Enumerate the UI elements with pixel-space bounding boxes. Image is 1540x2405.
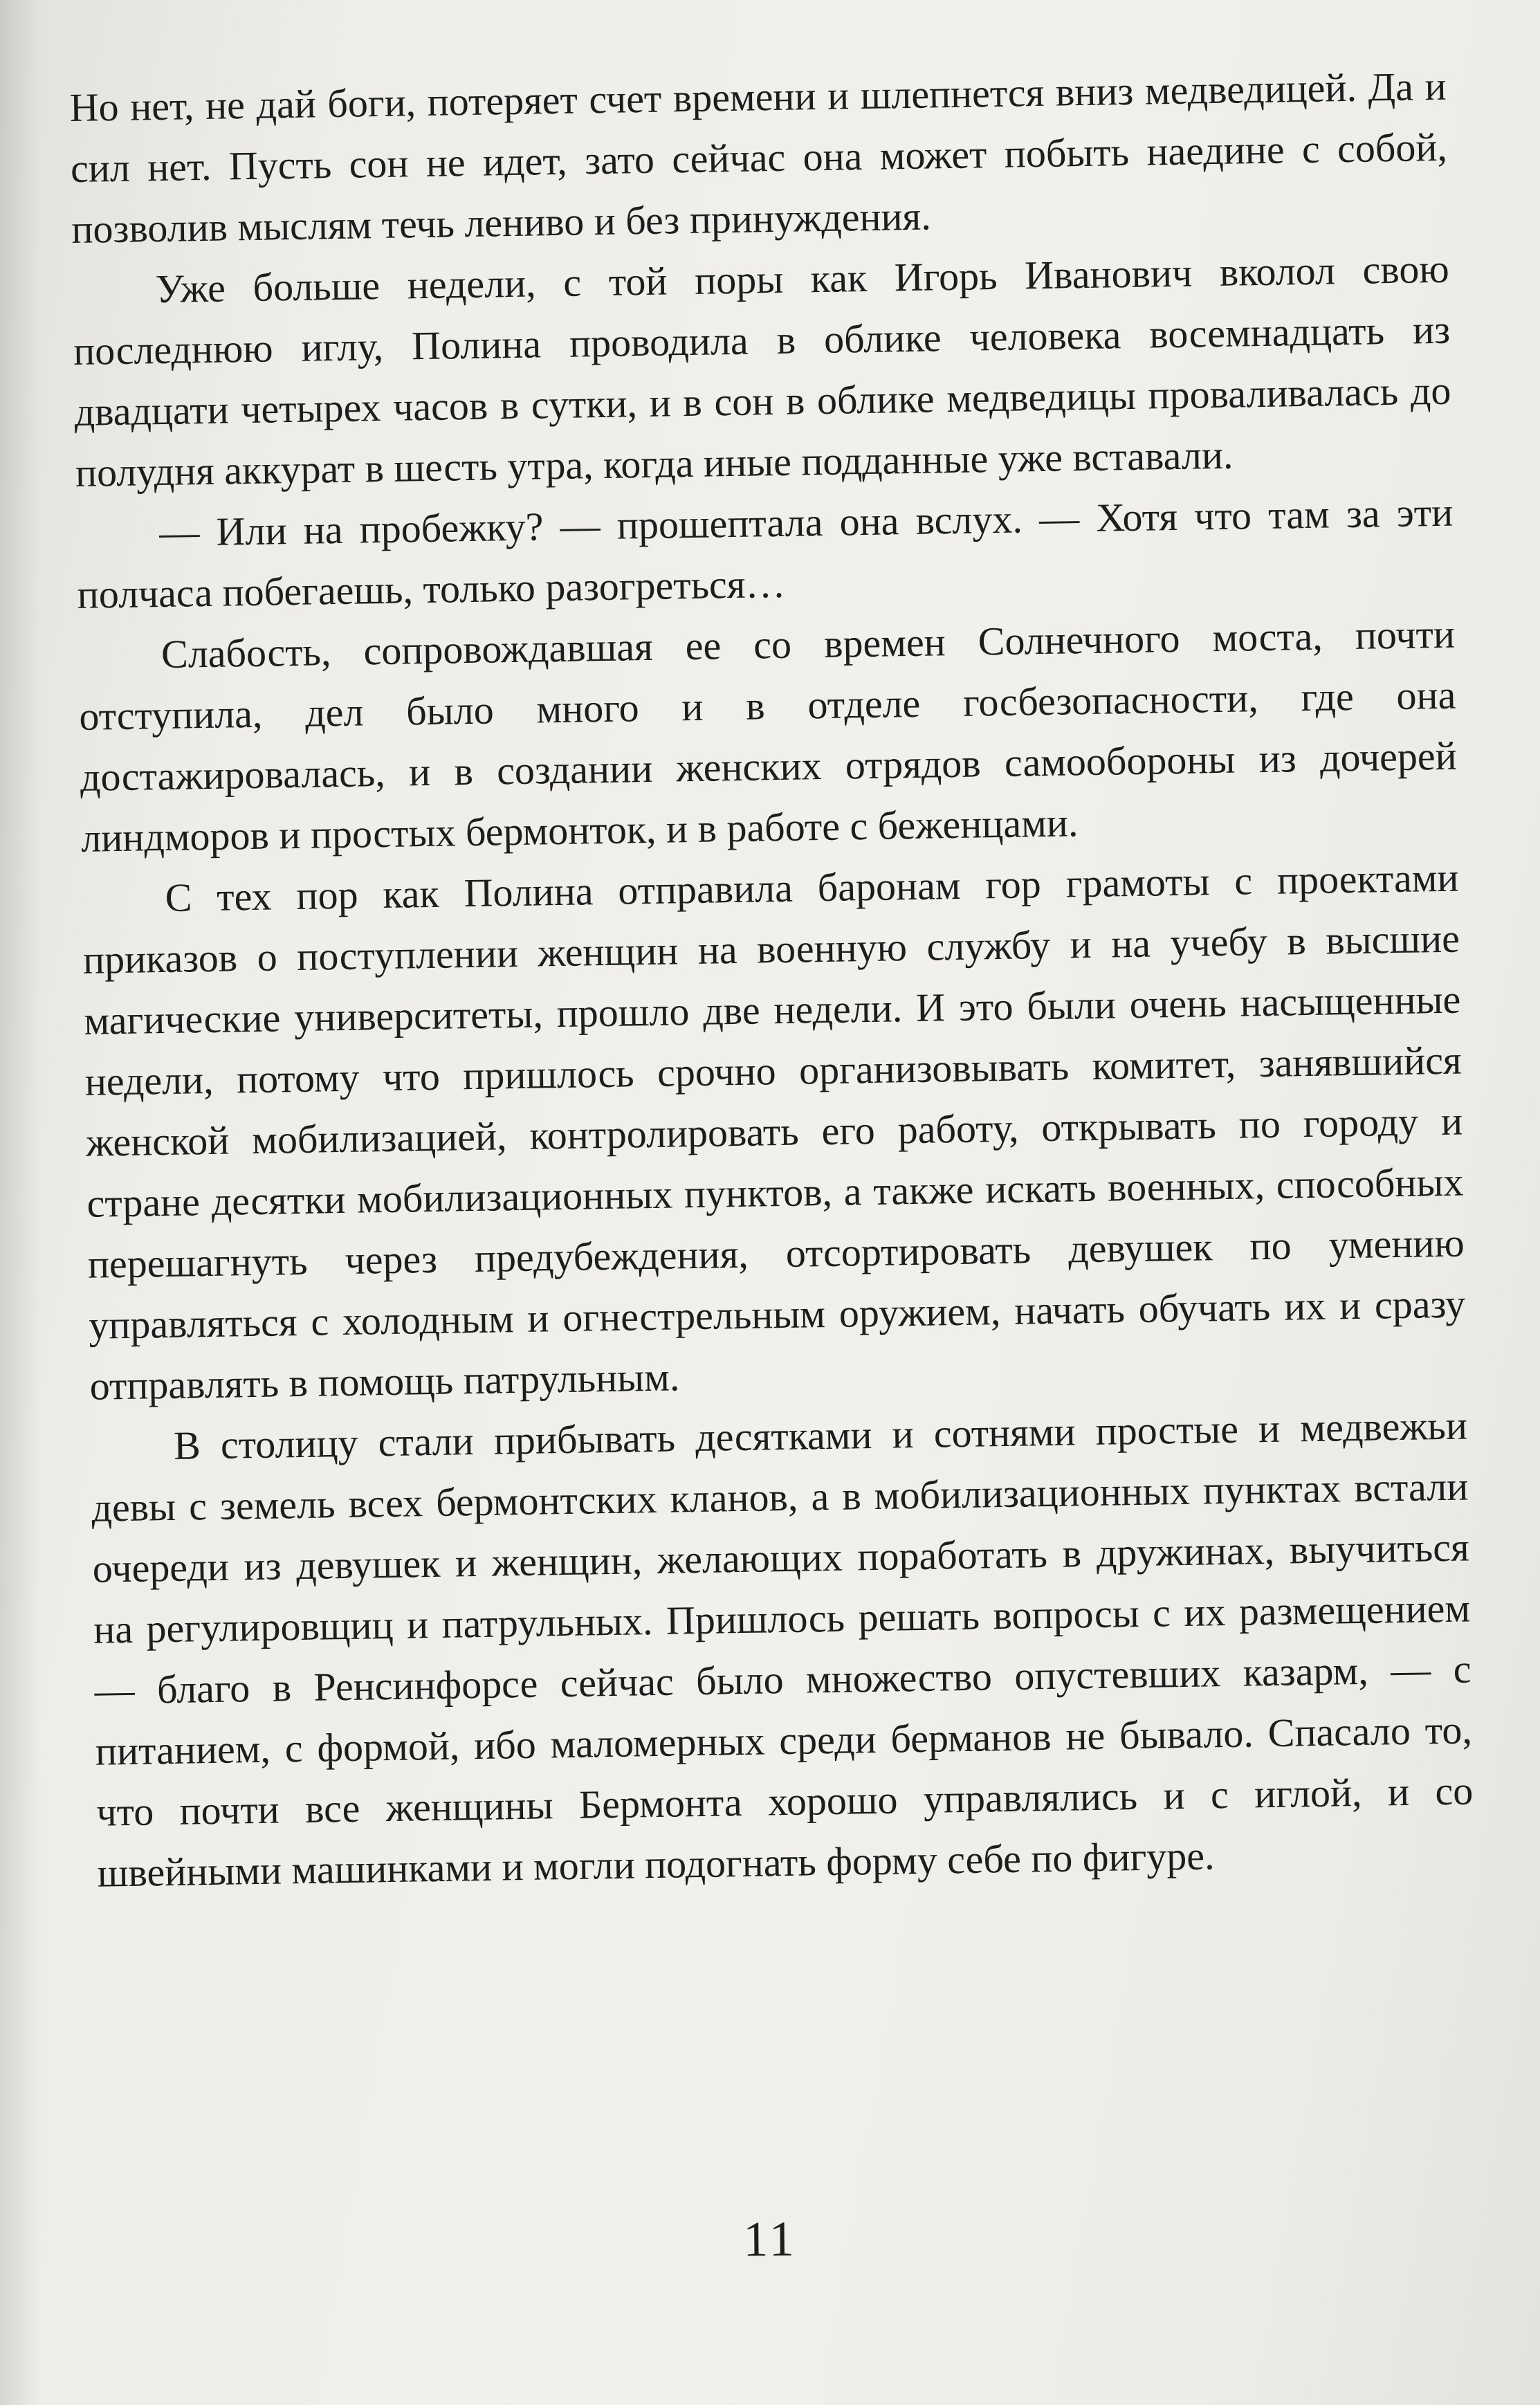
- page-number: 11: [742, 2211, 797, 2267]
- paragraph-6: В столицу стали прибывать десятками и сотнями простые и медвежьи девы с земель всех бермонтских кланов, а в мобилизационных пунктах встали очереди из девушек и женщин, желающих поработать в дружинах, выучиться на регулировщиц и патрульных. Пришлось решать вопросы с их размещением — благо в Ренсинфорсе сейчас было множество опустевших казарм, — с питанием, с формой, ибо маломерных среди берманов не бывало. Спасало то, что почти все женщины Бермонта хорошо управлялись и с иглой, и со швейными машинками и могли подогнать форму себе по фигуре.: [91, 1402, 1474, 1896]
- page-text-block: [69, 56, 1474, 1904]
- page-gutter-shadow: [0, 0, 42, 2405]
- paragraph-1: Но нет, не дай боги, потеряет счет времени и шлепнется вниз медведицей. Да и сил нет. Пусть сон не идет, зато сейчас она может побыть наедине с собой, позволив мыслям течь лениво и без принуждения.: [69, 63, 1448, 252]
- paragraph-2: Уже больше недели, с той поры как Игорь Иванович вколол свою последнюю иглу, Полина проводила в облике человека восемнадцать из двадцати четырех часов в сутки, и в сон в облике медведицы проваливалась до полудня аккурат в шесть утра, когда иные подданные уже вставали.: [73, 246, 1451, 495]
- paragraph-3: — Или на пробежку? — прошептала она вслух. — Хотя что там за эти полчаса побегаешь, только разогреться…: [77, 489, 1454, 617]
- paragraph-4: Слабость, сопровождавшая ее со времен Солнечного моста, почти отступила, дел было много и в отделе госбезопасности, где она достажировалась, и в создании женских отрядов самообороны из дочерей линдморов и простых бермонток, и в работе с беженцами.: [78, 611, 1458, 861]
- paragraph-5: С тех пор как Полина отправила баронам гор грамоты с проектами приказов о поступлении женщин на военную службу и на учебу в высшие магические университеты, прошло две недели. И это были очень насыщенные недели, потому что пришлось срочно организовывать комитет, занявшийся женской мобилизацией, контролировать его работу, открывать по городу и стране десятки мобилизационных пунктов, а также искать военных, способных перешагнуть через предубеждения, отсортировать девушек по умению управляться с холодным и огнестрельным оружием, начать обучать их и сразу отправлять в помощь патрульным.: [82, 854, 1466, 1409]
